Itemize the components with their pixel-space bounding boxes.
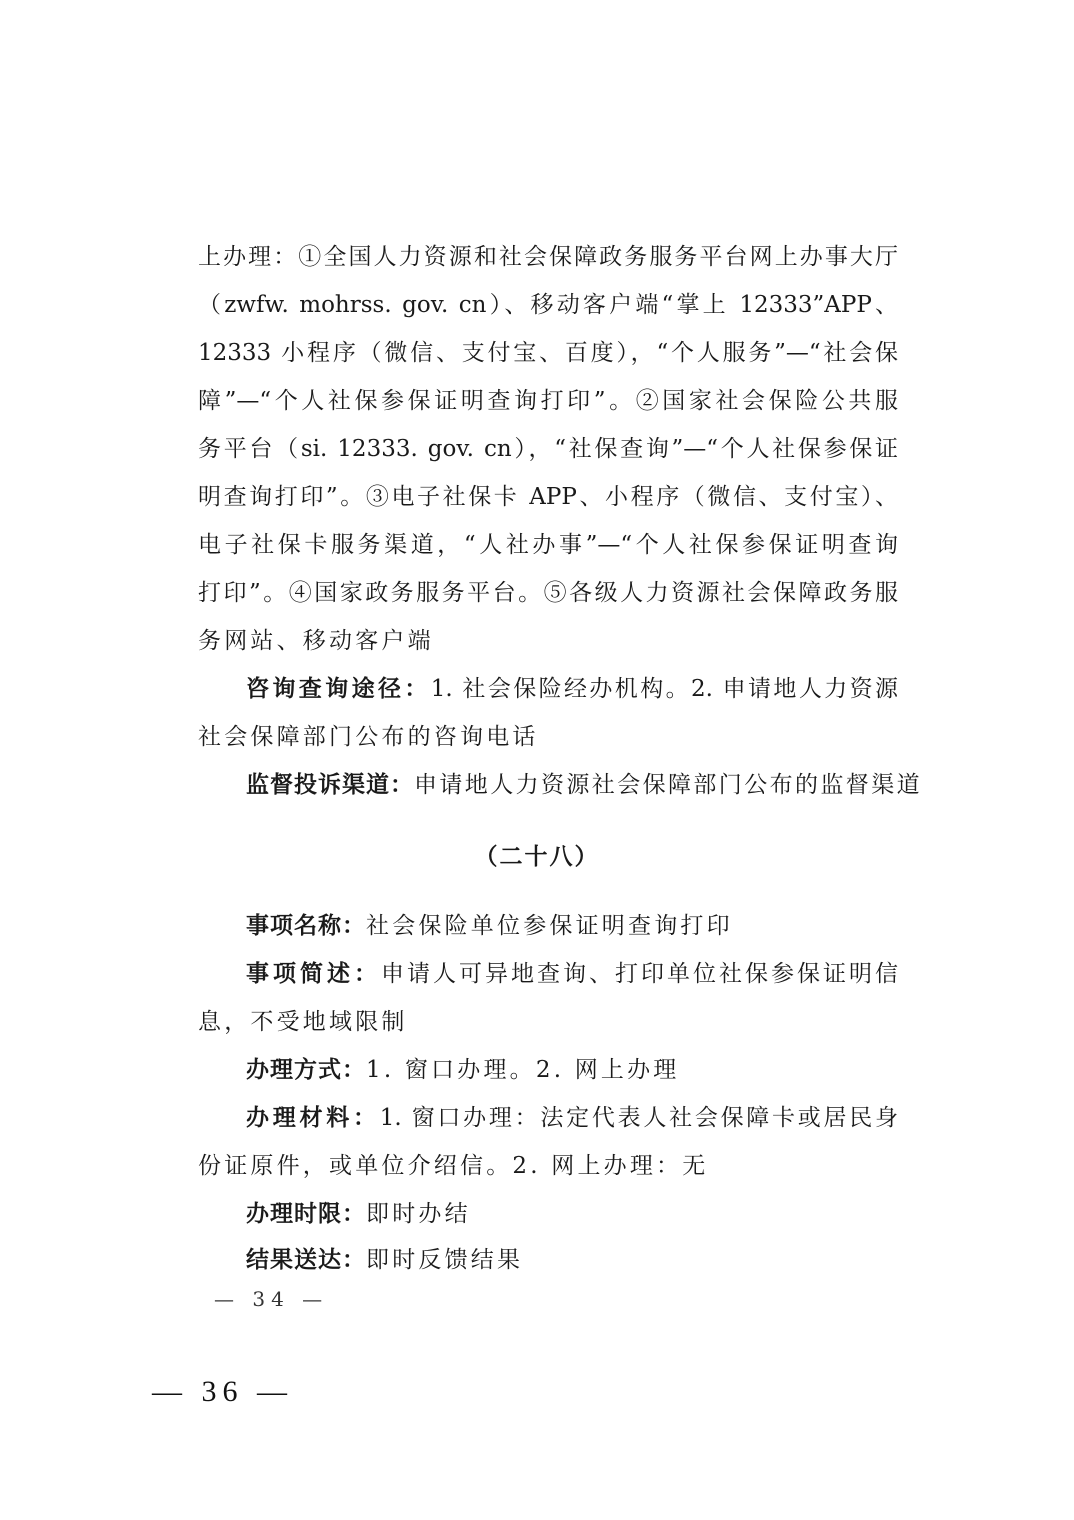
consult-text: 1. 社会保险经办机构。2. 申请地人力资源 xyxy=(430,676,899,702)
item-name-line xyxy=(246,911,898,941)
supervise-line xyxy=(246,770,922,800)
body-line: 务网站、移动客户端 xyxy=(198,628,434,654)
item-desc-line xyxy=(246,959,898,989)
time-limit-line xyxy=(246,1199,898,1229)
body-line: 务平台（si. 12333. gov. cn），“社保查询”—“个人社保参保证 xyxy=(198,436,898,462)
item-desc-label: 事项简述： xyxy=(246,961,381,987)
body-line: 明查询打印”。③电子社保卡 APP、小程序（微信、支付宝）、 xyxy=(198,484,898,510)
consult-line xyxy=(246,674,898,704)
section-heading: （二十八） xyxy=(474,844,600,870)
supervise-text: 申请地人力资源社会保障部门公布的监督渠道 xyxy=(414,772,922,798)
outer-page-number: — 36 — xyxy=(152,1375,293,1408)
body-line: 障”—“个人社保参保证明查询打印”。②国家社会保险公共服 xyxy=(198,388,898,414)
result-line xyxy=(246,1245,898,1275)
method-label: 办理方式： xyxy=(246,1057,366,1083)
consult-line-2: 社会保障部门公布的咨询电话 xyxy=(198,724,539,750)
body-line: （zwfw. mohrss. gov. cn）、移动客户端“掌上 12333”APP、 xyxy=(198,292,898,318)
materials-line xyxy=(246,1103,898,1133)
materials-text: 1. 窗口办理：法定代表人社会保障卡或居民身 xyxy=(379,1105,898,1131)
item-desc-text: 申请人可异地查询、打印单位社保参保证明信 xyxy=(381,961,898,987)
materials-label: 办理材料： xyxy=(246,1105,380,1131)
item-name-label: 事项名称： xyxy=(246,913,366,939)
item-name-text: 社会保险单位参保证明查询打印 xyxy=(366,913,733,939)
method-text: 1. 窗口办理。2. 网上办理 xyxy=(366,1057,680,1083)
inner-page-number: — 34 — xyxy=(214,1287,329,1311)
body-line: 电子社保卡服务渠道，“人社办事”—“个人社保参保证明查询 xyxy=(198,532,898,558)
item-desc-line-2: 息，不受地域限制 xyxy=(198,1009,408,1035)
method-line xyxy=(246,1055,898,1085)
supervise-label: 监督投诉渠道： xyxy=(246,772,414,798)
body-line: 打印”。④国家政务服务平台。⑤各级人力资源社会保障政务服 xyxy=(198,580,898,606)
time-limit-text: 即时办结 xyxy=(366,1201,471,1227)
result-label: 结果送达： xyxy=(246,1247,366,1273)
body-line: 上办理：①全国人力资源和社会保障政务服务平台网上办事大厅 xyxy=(198,244,898,270)
time-limit-label: 办理时限： xyxy=(246,1201,366,1227)
consult-label: 咨询查询途径： xyxy=(246,676,431,702)
body-line: 12333 小程序（微信、支付宝、百度），“个人服务”—“社会保 xyxy=(198,340,898,366)
result-text: 即时反馈结果 xyxy=(366,1247,524,1273)
materials-line-2: 份证原件，或单位介绍信。2. 网上办理：无 xyxy=(198,1153,709,1179)
